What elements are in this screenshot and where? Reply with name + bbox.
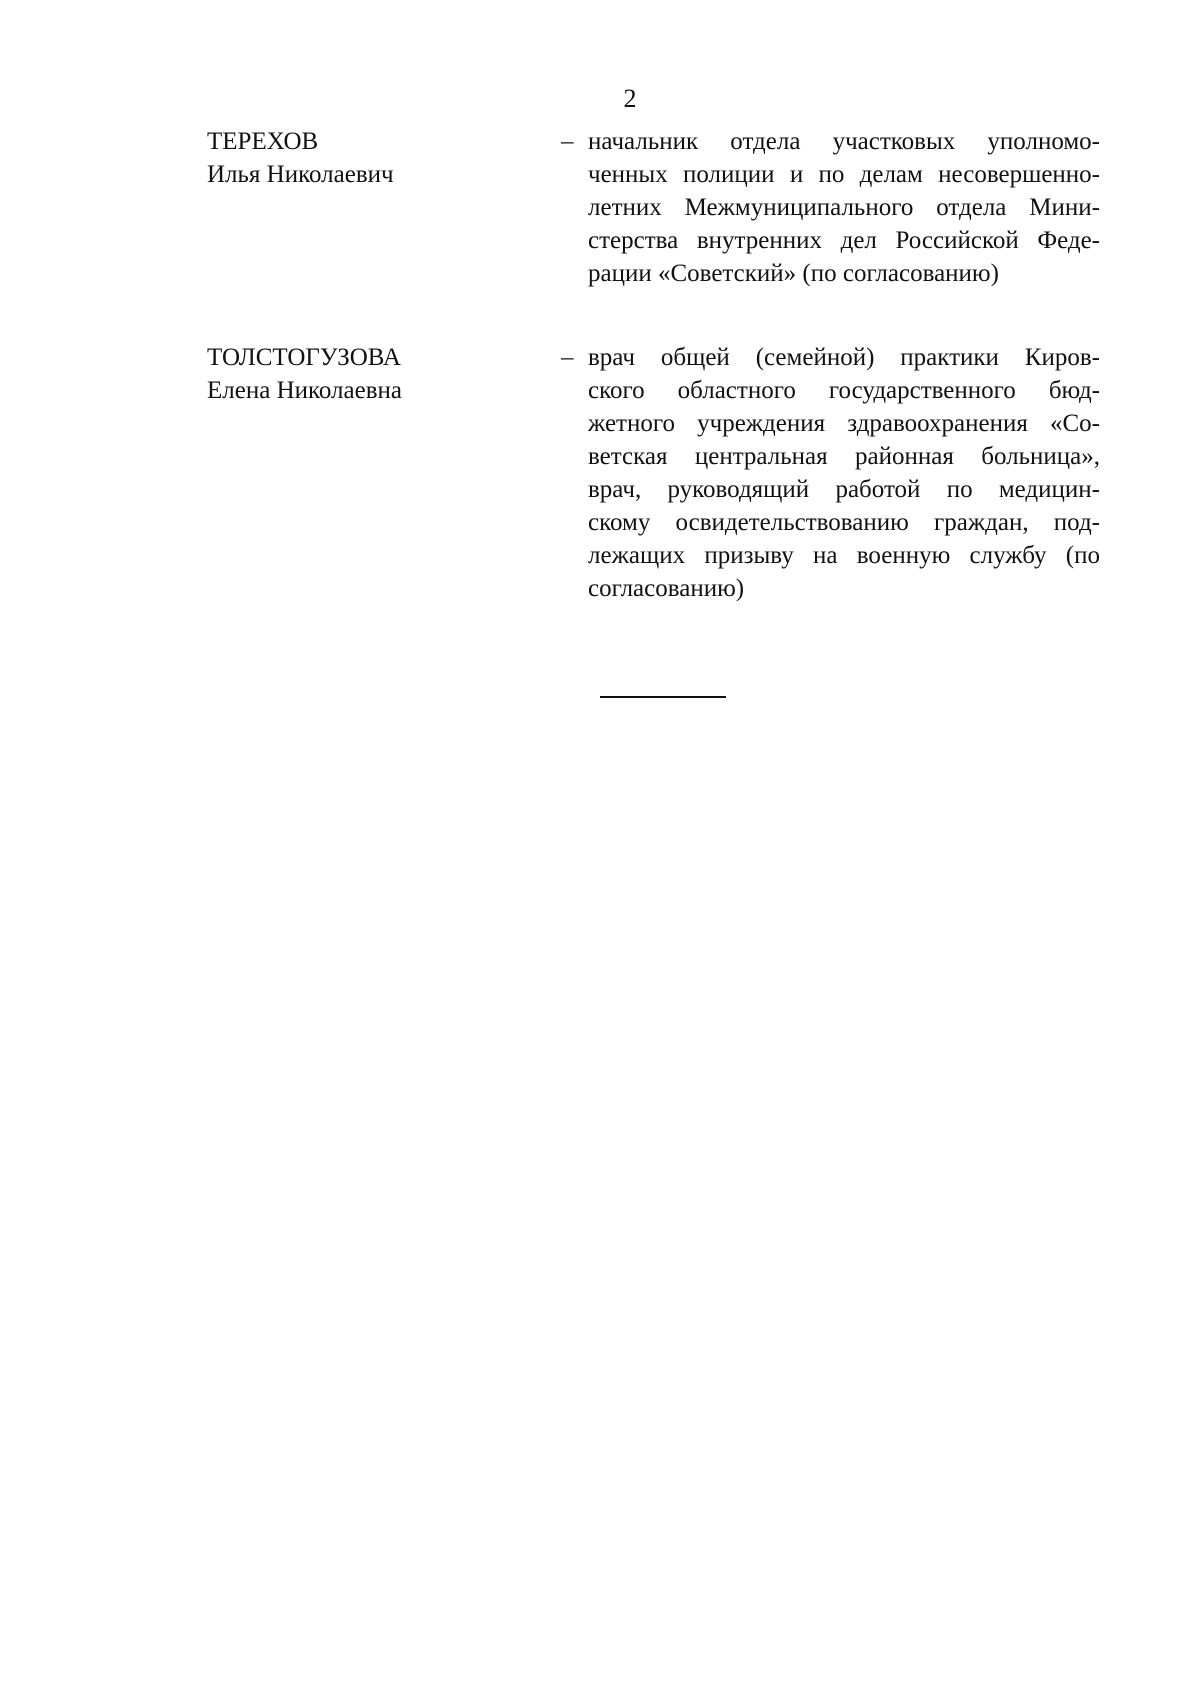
dash-separator: – [561, 344, 574, 371]
member-surname: ТЕРЕХОВ [207, 128, 319, 155]
role-line: летних Межмуниципального отдела Мини- [588, 194, 1100, 221]
member-given-names: Елена Николаевна [207, 377, 402, 404]
closing-divider [600, 696, 726, 698]
role-line: ского областного государственного бюд- [588, 377, 1100, 404]
role-line: жетного учреждения здравоохранения «Со- [588, 410, 1100, 437]
role-line: рации «Советский» (по согласованию) [588, 260, 999, 287]
role-line: лежащих призыву на военную службу (по [588, 542, 1100, 569]
member-given-names: Илья Николаевич [207, 161, 394, 188]
role-line: врач, руководящий работой по медицин- [588, 476, 1100, 503]
member-role [588, 341, 1100, 605]
role-line: скому освидетельствованию граждан, под- [588, 509, 1100, 536]
role-line: врач общей (семейной) практики Киров- [588, 344, 1100, 371]
member-surname: ТОЛСТОГУЗОВА [207, 344, 401, 371]
dash-separator: – [561, 128, 574, 155]
role-line: начальник отдела участковых уполномо- [588, 128, 1100, 155]
role-line: ченных полиции и по делам несовершенно- [588, 161, 1100, 188]
role-line: стерства внутренних дел Российской Феде- [588, 227, 1100, 254]
page-number: 2 [623, 84, 637, 113]
member-name [207, 125, 507, 191]
member-role [588, 125, 1100, 290]
role-line: ветская центральная районная больница», [588, 443, 1100, 470]
member-name [207, 341, 507, 407]
role-line: согласованию) [588, 575, 745, 602]
